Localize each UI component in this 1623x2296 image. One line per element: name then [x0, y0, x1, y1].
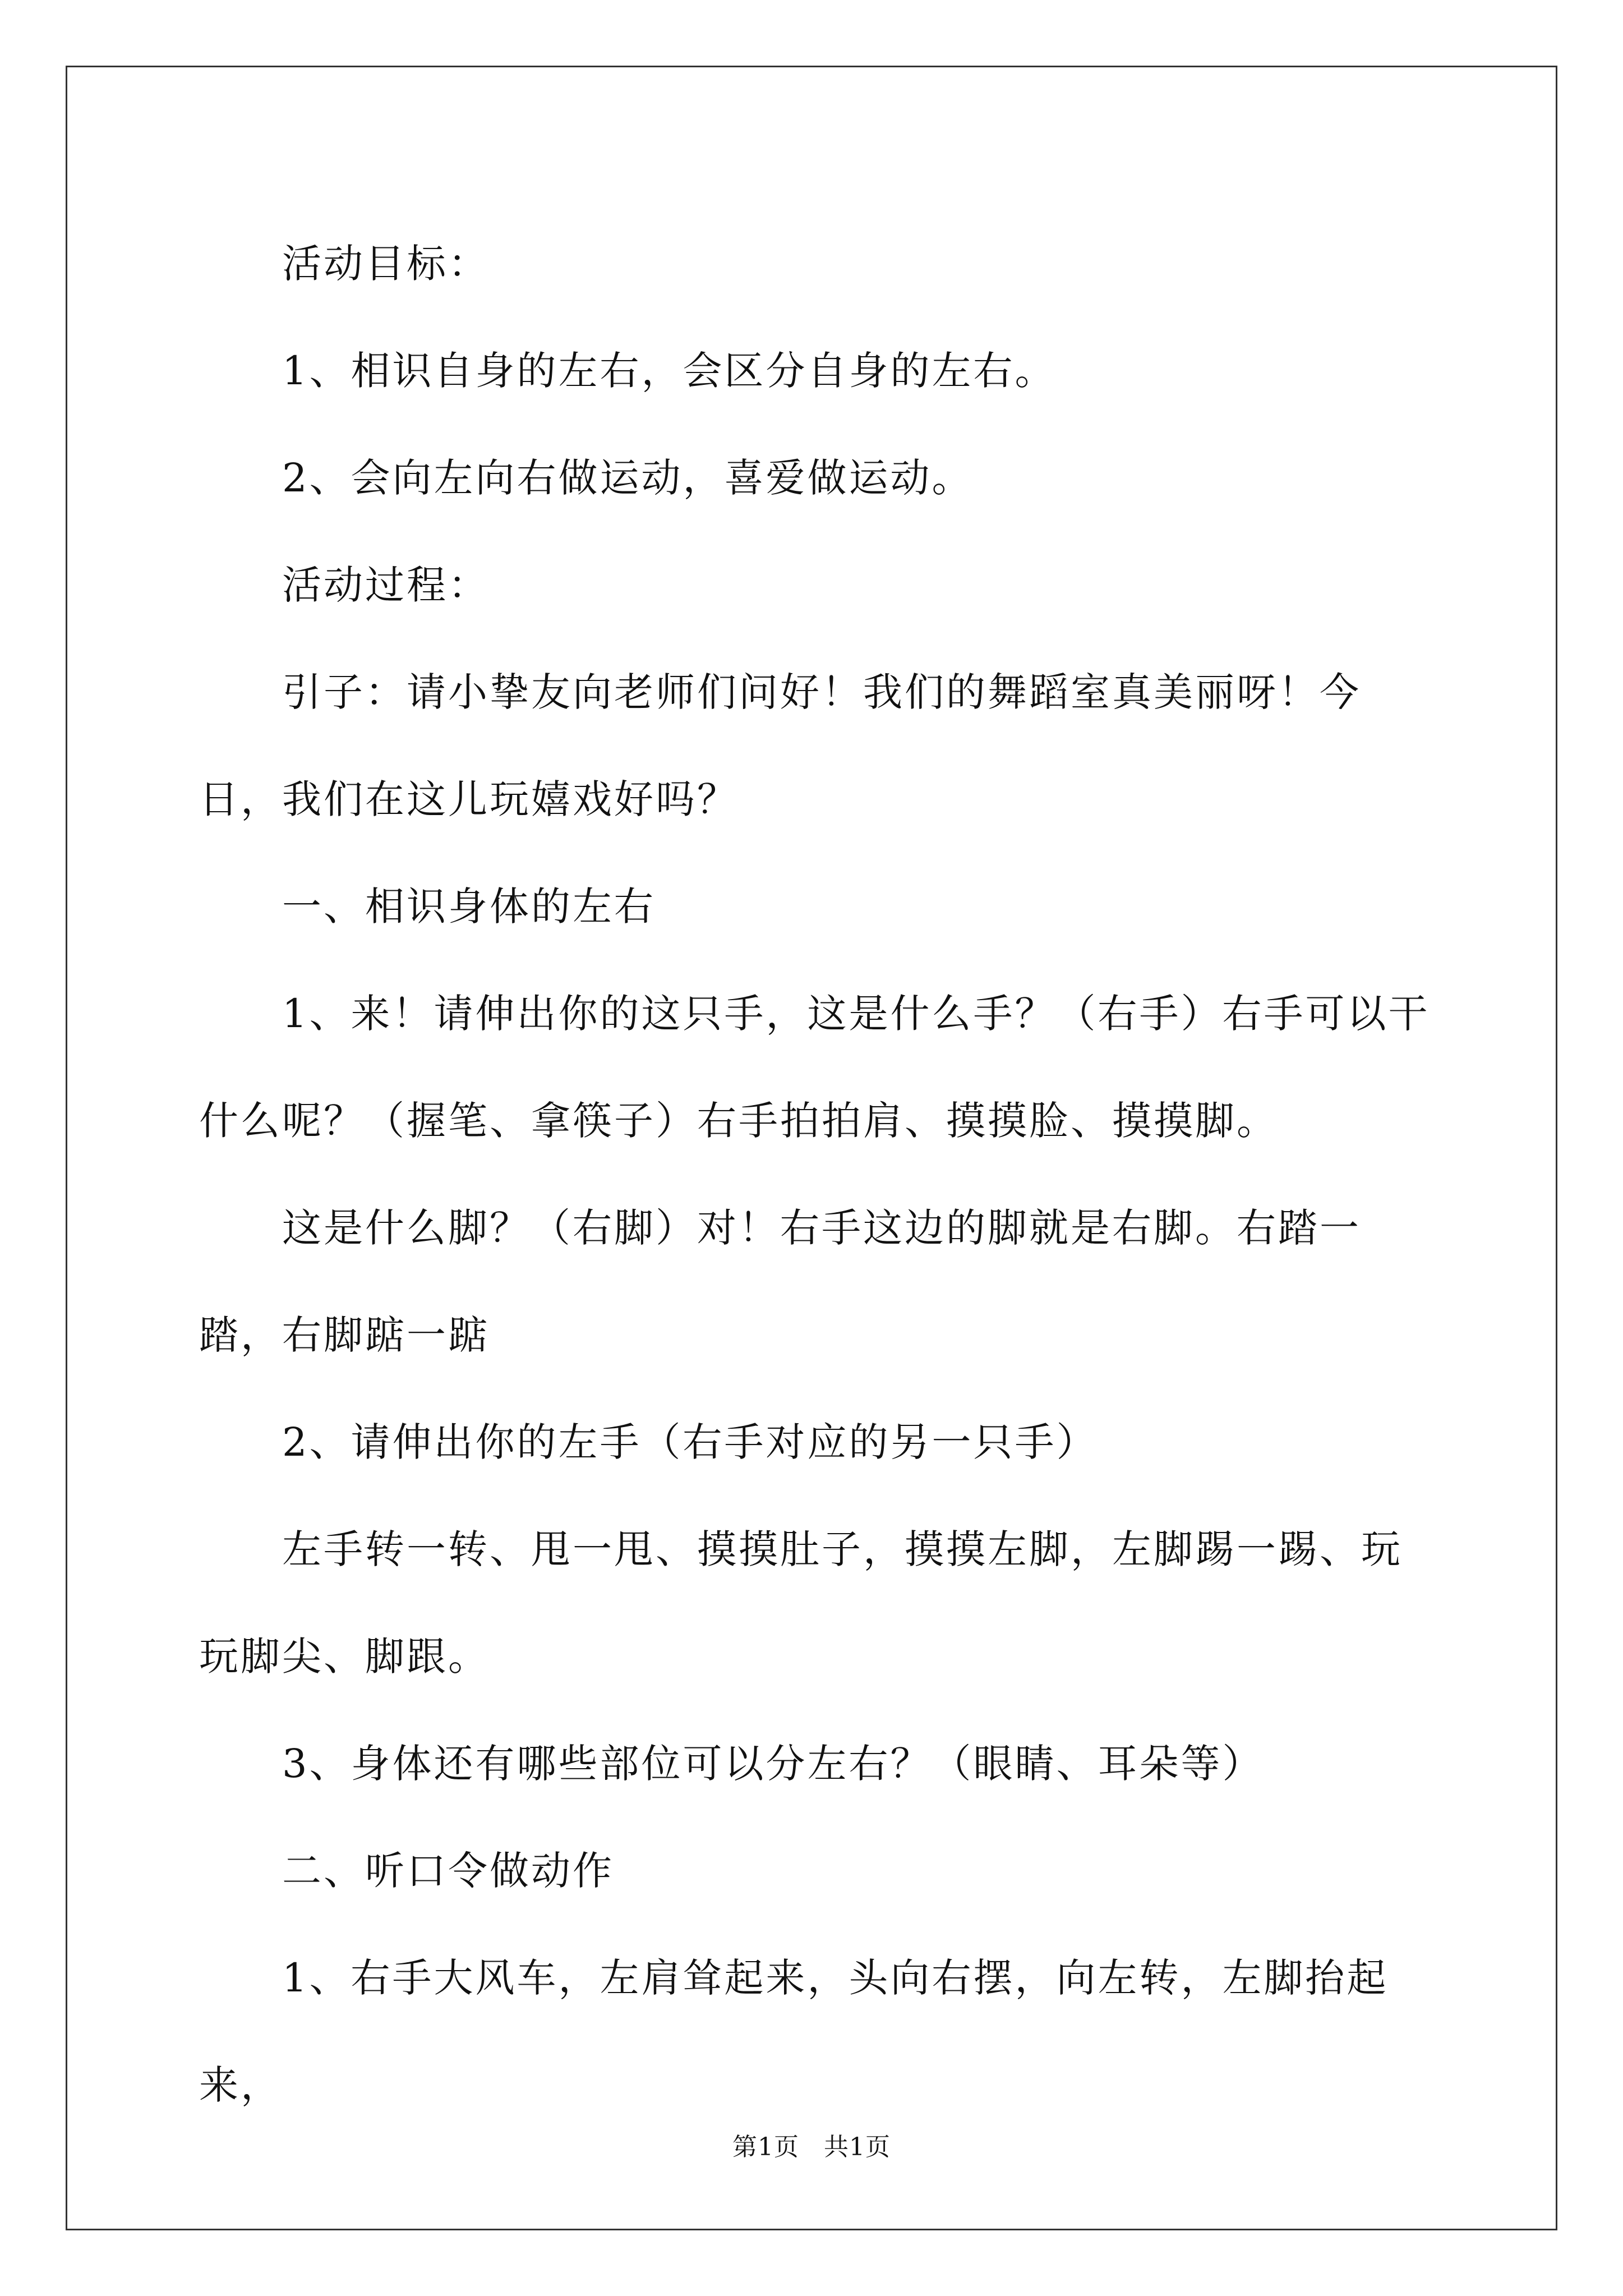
paragraph: 1、右手大风车，左肩耸起来，头向右摆，向左转，左脚抬起来， [199, 1955, 1389, 2108]
page-number: 第1页 [732, 2133, 799, 2161]
paragraph: 活动过程： [282, 562, 490, 608]
paragraph: 1、相识自身的左右，会区分自身的左右。 [282, 348, 1057, 394]
paragraph: 2、请伸出你的左手（右手对应的另一只手） [282, 1419, 1098, 1465]
paragraph: 这是什么脚？（右脚）对！右手这边的脚就是右脚。右踏一踏，右脚踮一踮 [199, 1205, 1361, 1358]
paragraph: 左手转一转、甩一甩、摸摸肚子，摸摸左脚，左脚踢一踢、玩玩脚尖、脚跟。 [199, 1526, 1403, 1680]
page-footer [0, 2131, 1623, 2164]
paragraph: 二、听口令做动作 [282, 1848, 614, 1894]
document-body [199, 210, 1433, 2139]
paragraph: 引子：请小挚友向老师们问好！我们的舞蹈室真美丽呀！今日，我们在这儿玩嬉戏好吗？ [199, 669, 1361, 822]
paragraph: 1、来！请伸出你的这只手，这是什么手？（右手）右手可以干什么呢？（握笔、拿筷子）右手拍拍肩、摸摸脸、摸摸脚。 [199, 991, 1430, 1144]
page-count: 共1页 [824, 2133, 891, 2161]
paragraph: 3、身体还有哪些部位可以分左右？（眼睛、耳朵等） [282, 1741, 1264, 1787]
paragraph: 活动目标： [282, 241, 490, 287]
paragraph: 2、会向左向右做运动，喜爱做运动。 [282, 455, 974, 501]
paragraph: 一、相识身体的左右 [282, 884, 656, 930]
